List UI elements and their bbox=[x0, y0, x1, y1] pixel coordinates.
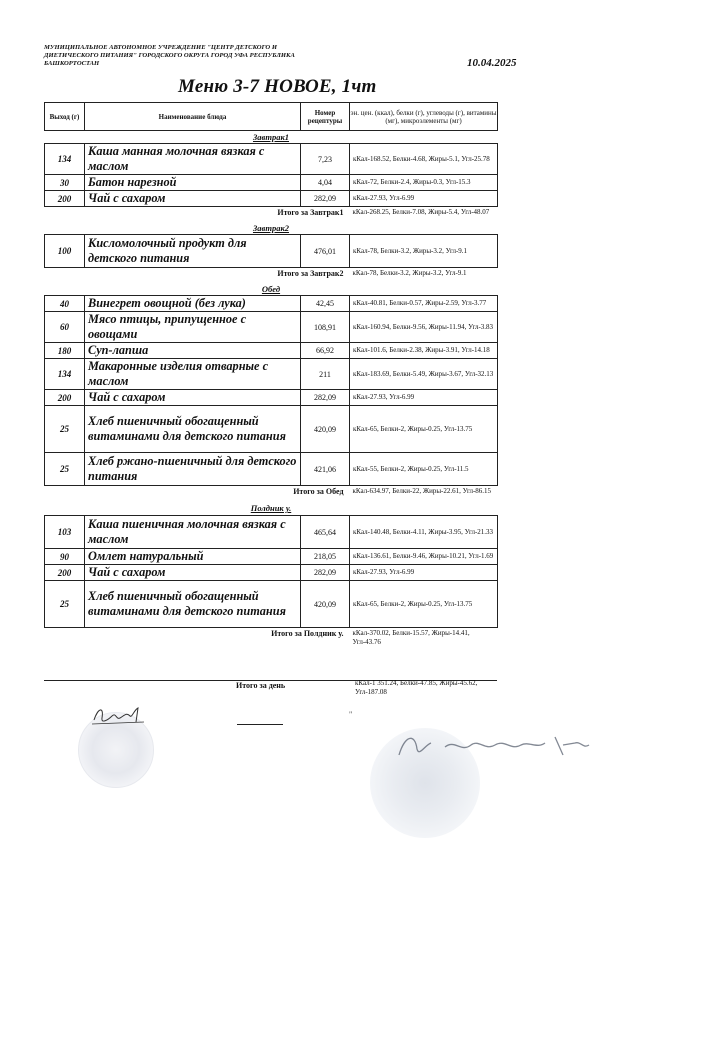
table-row bbox=[45, 565, 498, 581]
section-total-label: Итого за Завтрак2 bbox=[277, 269, 344, 278]
table-row bbox=[45, 191, 498, 207]
dish-output: 40 bbox=[45, 296, 85, 312]
section-title: Завтрак1 bbox=[252, 132, 290, 142]
dish-name: Мясо птицы, припущенное с овощами bbox=[85, 312, 301, 343]
dish-name: Кисломолочный продукт для детского питания bbox=[85, 235, 301, 268]
dish-name: Чай с сахаром bbox=[85, 565, 301, 581]
dish-name: Омлет натуральный bbox=[85, 549, 301, 565]
dish-nutrition: кКал-40.81, Белки-0.57, Жиры-2.59, Угл-3.77 bbox=[350, 296, 498, 312]
document-date: 10.04.2025 bbox=[467, 57, 517, 69]
table-row bbox=[45, 406, 498, 453]
dish-nutrition: кКал-27.93, Угл-6.99 bbox=[350, 390, 498, 406]
section-header-row bbox=[45, 283, 498, 296]
col-header-output: Выход (г) bbox=[45, 103, 85, 131]
section-total-label: Итого за Завтрак1 bbox=[277, 208, 344, 217]
dish-nutrition: кКал-101.6, Белки-2.38, Жиры-3.91, Угл-14.18 bbox=[350, 343, 498, 359]
dish-output: 25 bbox=[45, 406, 85, 453]
dish-name: Чай с сахаром bbox=[85, 390, 301, 406]
section-total-value: кКал-268.25, Белки-7.08, Жиры-5.4, Угл-48.07 bbox=[352, 208, 490, 216]
dish-nutrition: кКал-65, Белки-2, Жиры-0.25, Угл-13.75 bbox=[350, 406, 498, 453]
table-row bbox=[45, 453, 498, 486]
dish-nutrition: кКал-65, Белки-2, Жиры-0.25, Угл-13.75 bbox=[350, 581, 498, 628]
menu-body bbox=[45, 131, 498, 652]
section-total-label: Итого за Полдник у. bbox=[271, 629, 344, 638]
dish-nutrition: кКал-78, Белки-3.2, Жиры-3.2, Угл-9.1 bbox=[350, 235, 498, 268]
table-row bbox=[45, 581, 498, 628]
menu-table bbox=[44, 102, 498, 652]
dish-nutrition: кКал-27.93, Угл-6.99 bbox=[350, 565, 498, 581]
dish-recipe-number: 7,23 bbox=[301, 144, 350, 175]
dish-recipe-number: 476,01 bbox=[301, 235, 350, 268]
dish-nutrition: кКал-55, Белки-2, Жиры-0.25, Угл-11.5 bbox=[350, 453, 498, 486]
table-row bbox=[45, 235, 498, 268]
dish-recipe-number: 108,91 bbox=[301, 312, 350, 343]
dish-nutrition: кКал-136.61, Белки-9.46, Жиры-10.21, Угл-1.69 bbox=[350, 549, 498, 565]
signature-right bbox=[395, 725, 595, 765]
section-total-row bbox=[45, 268, 498, 284]
dish-output: 103 bbox=[45, 516, 85, 549]
organization-name bbox=[44, 44, 364, 69]
col-header-recipe: Номер рецептуры bbox=[301, 103, 350, 131]
col-header-name: Наименование блюда bbox=[85, 103, 301, 131]
dish-name: Хлеб ржано-пшеничный для детского питания bbox=[85, 453, 301, 486]
dish-name: Суп-лапша bbox=[85, 343, 301, 359]
signature-blank-line bbox=[237, 724, 283, 725]
dish-output: 200 bbox=[45, 390, 85, 406]
org-line-3: БАШКОРТОСТАН bbox=[44, 60, 100, 68]
dish-recipe-number: 420,09 bbox=[301, 581, 350, 628]
dish-name: Винегрет овощной (без лука) bbox=[85, 296, 301, 312]
day-total-value: кКал-1 351.24, Белки-47.85, Жиры-45.62, Угл-187.08 bbox=[355, 679, 478, 696]
dish-name: Макаронные изделия отварные с маслом bbox=[85, 359, 301, 390]
dish-nutrition: кКал-160.94, Белки-9.56, Жиры-11.94, Угл-3.83 bbox=[350, 312, 498, 343]
dish-name: Хлеб пшеничный обогащенный витаминами для детского питания bbox=[85, 406, 301, 453]
dish-output: 90 bbox=[45, 549, 85, 565]
dish-output: 200 bbox=[45, 191, 85, 207]
table-row bbox=[45, 343, 498, 359]
table-row bbox=[45, 144, 498, 175]
table-header-row bbox=[45, 103, 498, 131]
dish-recipe-number: 4,04 bbox=[301, 175, 350, 191]
signature-left bbox=[86, 700, 156, 730]
section-total-label: Итого за Обед bbox=[293, 487, 344, 496]
dish-nutrition: кКал-168.52, Белки-4.68, Жиры-5.1, Угл-25.78 bbox=[350, 144, 498, 175]
dish-recipe-number: 282,09 bbox=[301, 191, 350, 207]
dish-nutrition: кКал-27.93, Угл-6.99 bbox=[350, 191, 498, 207]
table-row bbox=[45, 175, 498, 191]
dish-name: Каша пшеничная молочная вязкая с маслом bbox=[85, 516, 301, 549]
dish-output: 100 bbox=[45, 235, 85, 268]
dish-recipe-number: 282,09 bbox=[301, 565, 350, 581]
col-header-nutrition: эн. цен. (ккал), белки (г), углеводы (г), витамины (мг), микроэлементы (мг) bbox=[350, 103, 498, 131]
section-total-row bbox=[45, 486, 498, 502]
section-header-row bbox=[45, 131, 498, 144]
org-line-1: МУНИЦИПАЛЬНОЕ АВТОНОМНОЕ УЧРЕЖДЕНИЕ "ЦЕНТР ДЕТСКОГО И bbox=[44, 44, 277, 51]
dish-recipe-number: 66,92 bbox=[301, 343, 350, 359]
section-title: Обед bbox=[261, 284, 281, 294]
page-title: Меню 3-7 НОВОЕ, 1чт bbox=[178, 76, 377, 97]
dish-output: 200 bbox=[45, 565, 85, 581]
section-header-row bbox=[45, 501, 498, 516]
section-total-value: кКал-634.97, Белки-22, Жиры-22.61, Угл-86.15 bbox=[352, 487, 492, 495]
table-row bbox=[45, 359, 498, 390]
dish-output: 25 bbox=[45, 453, 85, 486]
org-line-2: ДИЕТИЧЕСКОГО ПИТАНИЯ" ГОРОДСКОГО ОКРУГА ГОРОД УФА РЕСПУБЛИКА bbox=[44, 52, 295, 60]
dish-recipe-number: 42,45 bbox=[301, 296, 350, 312]
table-row bbox=[45, 312, 498, 343]
dish-name: Каша манная молочная вязкая с маслом bbox=[85, 144, 301, 175]
day-total-label: Итого за день bbox=[236, 681, 286, 690]
dish-nutrition: кКал-140.48, Белки-4.11, Жиры-3.95, Угл-21.33 bbox=[350, 516, 498, 549]
table-row bbox=[45, 516, 498, 549]
section-title: Завтрак2 bbox=[252, 223, 290, 233]
section-total-value: кКал-370.02, Белки-15.57, Жиры-14.41, Угл-43.76 bbox=[352, 629, 470, 646]
dish-output: 30 bbox=[45, 175, 85, 191]
dish-recipe-number: 282,09 bbox=[301, 390, 350, 406]
dish-name: Чай с сахаром bbox=[85, 191, 301, 207]
section-total-value: кКал-78, Белки-3.2, Жиры-3.2, Угл-9.1 bbox=[352, 269, 467, 277]
dish-recipe-number: 211 bbox=[301, 359, 350, 390]
dish-recipe-number: 465,64 bbox=[301, 516, 350, 549]
section-total-row bbox=[45, 628, 498, 652]
dish-output: 180 bbox=[45, 343, 85, 359]
tick-mark: " bbox=[349, 710, 353, 719]
section-header-row bbox=[45, 222, 498, 235]
dish-output: 25 bbox=[45, 581, 85, 628]
dish-name: Батон нарезной bbox=[85, 175, 301, 191]
section-title: Полдник у. bbox=[250, 503, 292, 513]
dish-output: 134 bbox=[45, 144, 85, 175]
dish-name: Хлеб пшеничный обогащенный витаминами для детского питания bbox=[85, 581, 301, 628]
dish-nutrition: кКал-183.69, Белки-5.49, Жиры-3.67, Угл-32.13 bbox=[350, 359, 498, 390]
dish-output: 134 bbox=[45, 359, 85, 390]
dish-recipe-number: 421,06 bbox=[301, 453, 350, 486]
dish-recipe-number: 420,09 bbox=[301, 406, 350, 453]
table-row bbox=[45, 296, 498, 312]
table-row bbox=[45, 390, 498, 406]
dish-output: 60 bbox=[45, 312, 85, 343]
section-total-row bbox=[45, 207, 498, 223]
dish-nutrition: кКал-72, Белки-2.4, Жиры-0.3, Угл-15.3 bbox=[350, 175, 498, 191]
table-row bbox=[45, 549, 498, 565]
dish-recipe-number: 218,05 bbox=[301, 549, 350, 565]
